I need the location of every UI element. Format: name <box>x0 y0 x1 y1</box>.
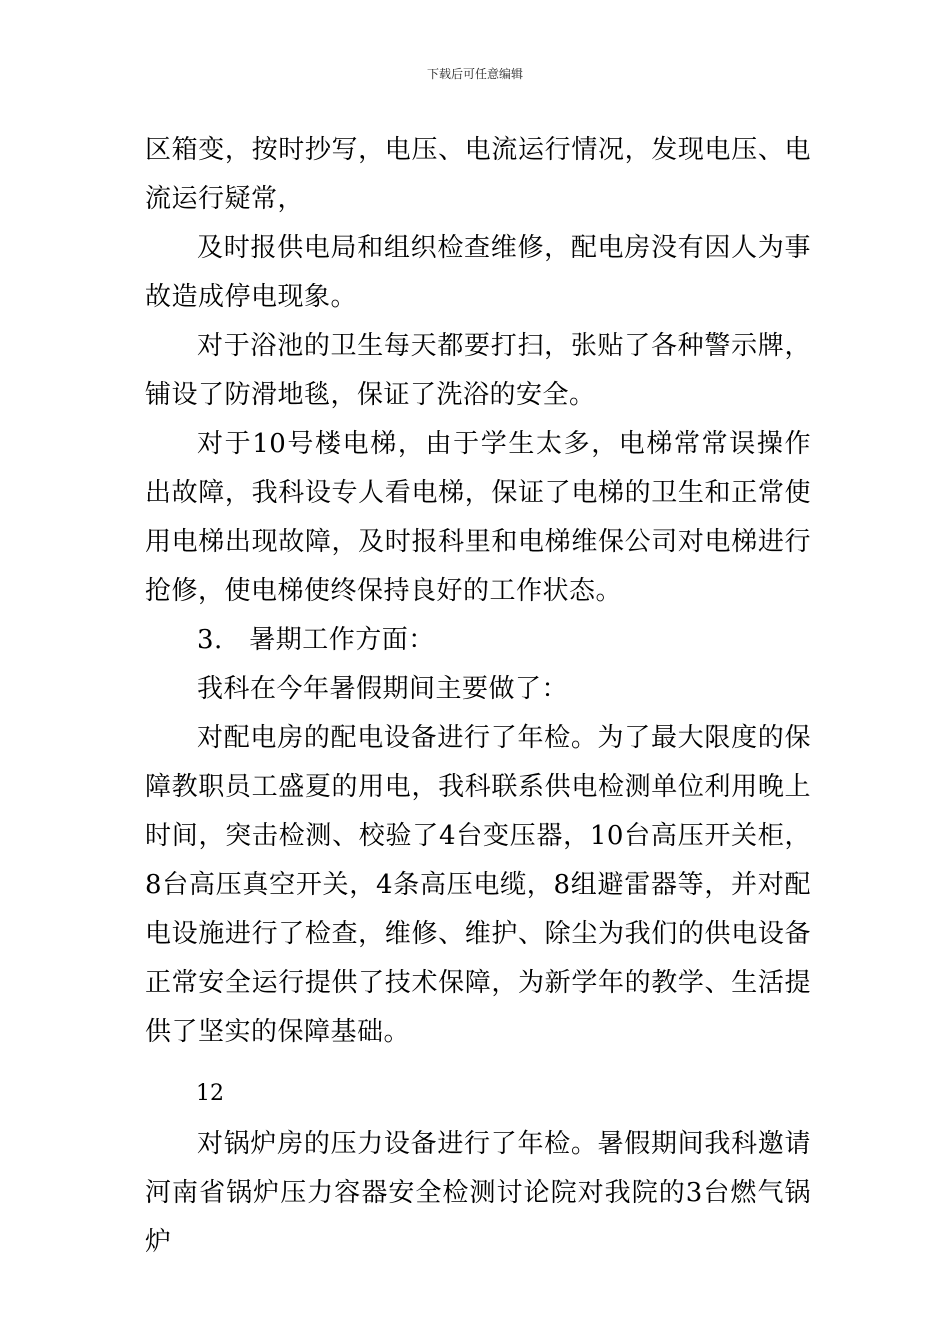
paragraph-3: 对于浴池的卫生每天都要打扫，张贴了各种警示牌，铺设了防滑地毯，保证了洗浴的安全。 <box>145 331 811 410</box>
section-heading: 3. 暑期工作方面： <box>197 625 435 655</box>
paragraph-4: 对于10号楼电梯，由于学生太多，电梯常常误操作出故障，我科设专人看电梯，保证了电梯的卫生和正常使用电梯出现故障，及时报科里和电梯维保公司对电梯进行抢修，使电梯使终保持良好的工作状态。 <box>145 429 811 606</box>
paragraph-1: 区箱变，按时抄写，电压、电流运行情况，发现电压、电流运行疑常， <box>145 135 811 214</box>
body-text-continued <box>145 1120 811 1267</box>
paragraph-6: 对配电房的配电设备进行了年检。为了最大限度的保障教职员工盛夏的用电，我科联系供电检测单位利用晚上时间，突击检测、校验了4台变压器，10台高压开关柜，8台高压真空开关，4条高压电缆，8组避雷器等，并对配电设施进行了检查，维修、维护、除尘为我们的供电设备正常安全运行提供了技术保障，为新学年的教学、生活提供了坚实的保障基础。 <box>145 723 811 1047</box>
page-header: 下载后可任意编辑 <box>426 67 523 81</box>
page-number: 12 <box>196 1081 224 1106</box>
paragraph-2: 及时报供电局和组织检查维修，配电房没有因人为事故造成停电现象。 <box>145 233 811 312</box>
paragraph-5: 我科在今年暑假期间主要做了： <box>197 674 569 704</box>
body-text <box>145 126 811 1057</box>
paragraph-7: 对锅炉房的压力设备进行了年检。暑假期间我科邀请河南省锅炉压力容器安全检测讨论院对我院的3台燃气锅炉 <box>145 1129 811 1257</box>
